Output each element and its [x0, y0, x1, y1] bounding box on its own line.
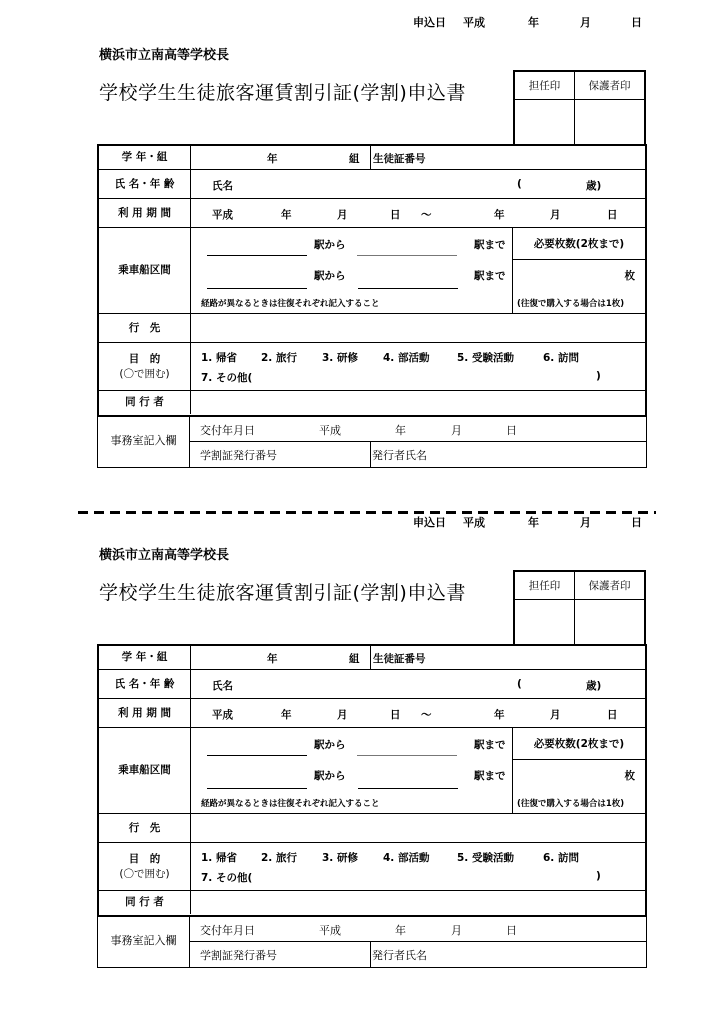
tickets-note: (往復で購入する場合は1枚): [517, 799, 625, 809]
route2-to-suffix: 駅まで: [474, 770, 506, 782]
period-start-month: 月: [337, 709, 348, 721]
tickets-unit[interactable]: 枚: [624, 770, 635, 782]
purpose-option-1[interactable]: 1. 帰省: [201, 352, 237, 364]
purpose-option-3[interactable]: 3. 研修: [322, 352, 358, 364]
purpose-field: [191, 843, 645, 890]
purpose-other-close: ): [596, 370, 601, 382]
homeroom-stamp-label: 担任印: [515, 72, 574, 100]
purpose-label: [99, 343, 191, 390]
route1-to-input[interactable]: [357, 255, 457, 256]
issuer-name-label: 発行者氏名: [372, 949, 427, 962]
stamp-box: [513, 570, 646, 644]
apply-date-day: 日: [631, 516, 642, 529]
purpose-field: [191, 343, 645, 390]
issue-date-row[interactable]: [190, 916, 646, 942]
office-use-section: [97, 416, 647, 468]
route2-from-input[interactable]: [207, 288, 307, 289]
class-suffix: 組: [349, 153, 360, 165]
row-purpose: [99, 343, 645, 391]
period-tilde: ～: [421, 209, 432, 221]
issue-date-label: 交付年月日: [200, 924, 255, 937]
issue-date-year: 年: [395, 924, 406, 937]
row-purpose: [99, 843, 645, 891]
apply-date-label: 申込日: [413, 16, 446, 29]
purpose-option-4[interactable]: 4. 部活動: [383, 852, 430, 864]
row-companion: [99, 391, 645, 414]
period-end-year: 年: [494, 709, 505, 721]
route2-to-input[interactable]: [358, 788, 458, 789]
route1-from-suffix: 駅から: [314, 739, 346, 751]
addressee: 横浜市立南高等学校長: [99, 48, 230, 63]
route-label: 乗車船区間: [99, 228, 191, 313]
row-destination: [99, 814, 645, 843]
document-title: 学校学生生徒旅客運賃割引証(学割)申込書: [99, 582, 466, 604]
route2-from-input[interactable]: [207, 788, 307, 789]
row-period: [99, 699, 645, 728]
apply-date-month: 月: [580, 16, 591, 29]
grade-year-suffix: 年: [267, 653, 278, 665]
addressee: 横浜市立南高等学校長: [99, 548, 230, 563]
guardian-stamp-label: 保護者印: [575, 572, 644, 600]
row-companion: [99, 891, 645, 914]
period-start-day: 日: [390, 209, 401, 221]
period-end-day: 日: [607, 209, 618, 221]
period-field[interactable]: [191, 199, 645, 227]
route-field: [191, 228, 645, 313]
route1-to-suffix: 駅まで: [474, 239, 506, 251]
tickets-unit[interactable]: 枚: [624, 270, 635, 282]
office-label: 事務室記入欄: [98, 916, 190, 967]
name-label: 氏名: [212, 680, 233, 692]
homeroom-stamp-label: 担任印: [515, 572, 574, 600]
apply-date-era: 平成: [463, 516, 485, 529]
cert-number-label: 学割証発行番号: [200, 949, 277, 962]
name-age-label: 氏 名・年 齢: [99, 170, 191, 198]
purpose-label-line2: (〇で囲む): [119, 367, 170, 380]
route1-from-input[interactable]: [207, 255, 307, 256]
class-suffix: 組: [349, 653, 360, 665]
cert-number-label: 学割証発行番号: [200, 449, 277, 462]
issue-date-era: 平成: [319, 424, 341, 437]
row-name-age: [99, 670, 645, 699]
office-use-section: [97, 916, 647, 968]
tickets-cell: [512, 728, 645, 813]
route1-from-suffix: 駅から: [314, 239, 346, 251]
grade-class-label: 学 年・組: [99, 646, 191, 669]
row-destination: [99, 314, 645, 343]
purpose-option-3[interactable]: 3. 研修: [322, 852, 358, 864]
name-age-field[interactable]: [191, 670, 645, 698]
route2-to-suffix: 駅まで: [474, 270, 506, 282]
purpose-option-4[interactable]: 4. 部活動: [383, 352, 430, 364]
issue-date-row[interactable]: [190, 416, 646, 442]
application-form-2: [0, 500, 724, 1000]
period-start-month: 月: [337, 209, 348, 221]
route-label: 乗車船区間: [99, 728, 191, 813]
office-label: 事務室記入欄: [98, 416, 190, 467]
issuer-name-label: 発行者氏名: [372, 449, 427, 462]
row-route: [99, 228, 645, 314]
apply-date-month: 月: [580, 516, 591, 529]
apply-date-year: 年: [528, 516, 539, 529]
purpose-other-close: ): [596, 870, 601, 882]
period-label: 利 用 期 間: [99, 199, 191, 227]
destination-field[interactable]: [191, 314, 645, 342]
period-end-month: 月: [550, 709, 561, 721]
homeroom-stamp-column: [515, 572, 575, 644]
document-title: 学校学生生徒旅客運賃割引証(学割)申込書: [99, 82, 466, 104]
route2-from-suffix: 駅から: [314, 270, 346, 282]
grade-class-label: 学 年・組: [99, 146, 191, 169]
student-id-label: 生徒証番号: [373, 653, 426, 665]
companion-label: 同 行 者: [99, 391, 191, 414]
issue-date-year: 年: [395, 424, 406, 437]
application-form-1: [0, 0, 724, 500]
name-age-field[interactable]: [191, 170, 645, 198]
issuer-name-field[interactable]: [370, 941, 646, 967]
cert-number-field[interactable]: [190, 941, 371, 967]
office-fields: [190, 916, 646, 967]
grade-class-field[interactable]: [191, 646, 645, 669]
purpose-label-line1: 目 的: [128, 853, 161, 866]
student-id-label: 生徒証番号: [373, 153, 426, 165]
apply-date-era: 平成: [463, 16, 485, 29]
application-table: [97, 144, 647, 417]
destination-field[interactable]: [191, 814, 645, 842]
row-period: [99, 199, 645, 228]
period-end-year: 年: [494, 209, 505, 221]
purpose-option-1[interactable]: 1. 帰省: [201, 852, 237, 864]
age-suffix: 歳): [586, 680, 602, 692]
route-note: 経路が異なるときは往復それぞれ記入すること: [201, 799, 380, 809]
purpose-option-2[interactable]: 2. 旅行: [261, 352, 297, 364]
row-grade-class: [99, 146, 645, 170]
application-table: [97, 644, 647, 917]
route1-from-input[interactable]: [207, 755, 307, 756]
name-age-label: 氏 名・年 齢: [99, 670, 191, 698]
name-label: 氏名: [212, 180, 233, 192]
route2-to-input[interactable]: [358, 288, 458, 289]
purpose-option-5[interactable]: 5. 受験活動: [457, 852, 514, 864]
purpose-option-7[interactable]: 7. その他(: [201, 372, 253, 384]
destination-label: 行 先: [99, 314, 191, 342]
homeroom-stamp-column: [515, 72, 575, 144]
period-era: 平成: [212, 209, 233, 221]
route1-to-input[interactable]: [357, 755, 457, 756]
issue-date-day: 日: [506, 424, 517, 437]
purpose-label-line2: (〇で囲む): [119, 867, 170, 880]
guardian-stamp-column: [575, 72, 644, 144]
age-open-paren: (: [517, 678, 522, 690]
guardian-stamp-label: 保護者印: [575, 72, 644, 100]
route-note: 経路が異なるときは往復それぞれ記入すること: [201, 299, 380, 309]
guardian-stamp-column: [575, 572, 644, 644]
period-start-year: 年: [281, 209, 292, 221]
companion-field[interactable]: [191, 891, 645, 914]
route2-from-suffix: 駅から: [314, 770, 346, 782]
stamp-box: [513, 70, 646, 144]
tickets-cell: [512, 228, 645, 313]
purpose-option-6[interactable]: 6. 訪問: [543, 352, 579, 364]
divider: [370, 146, 371, 169]
companion-label: 同 行 者: [99, 891, 191, 914]
issue-date-day: 日: [506, 924, 517, 937]
route1-to-suffix: 駅まで: [474, 739, 506, 751]
period-end-month: 月: [550, 209, 561, 221]
age-open-paren: (: [517, 178, 522, 190]
grade-class-field[interactable]: [191, 146, 645, 169]
period-end-day: 日: [607, 709, 618, 721]
row-grade-class: [99, 646, 645, 670]
office-fields: [190, 416, 646, 467]
companion-field[interactable]: [191, 391, 645, 414]
period-era: 平成: [212, 709, 233, 721]
issue-date-month: 月: [451, 924, 462, 937]
divider: [370, 646, 371, 669]
issue-date-month: 月: [451, 424, 462, 437]
tickets-label: 必要枚数(2枚まで): [513, 728, 645, 760]
apply-date-year: 年: [528, 16, 539, 29]
destination-label: 行 先: [99, 814, 191, 842]
tickets-label: 必要枚数(2枚まで): [513, 228, 645, 260]
purpose-label-line1: 目 的: [128, 353, 161, 366]
row-name-age: [99, 170, 645, 199]
issue-date-label: 交付年月日: [200, 424, 255, 437]
issuer-name-field[interactable]: [370, 441, 646, 467]
grade-year-suffix: 年: [267, 153, 278, 165]
route-field: [191, 728, 645, 813]
purpose-option-2[interactable]: 2. 旅行: [261, 852, 297, 864]
purpose-option-5[interactable]: 5. 受験活動: [457, 352, 514, 364]
age-suffix: 歳): [586, 180, 602, 192]
cert-number-field[interactable]: [190, 441, 371, 467]
period-start-year: 年: [281, 709, 292, 721]
tickets-note: (往復で購入する場合は1枚): [517, 299, 625, 309]
row-route: [99, 728, 645, 814]
apply-date-day: 日: [631, 16, 642, 29]
period-label: 利 用 期 間: [99, 699, 191, 727]
apply-date-label: 申込日: [413, 516, 446, 529]
period-field[interactable]: [191, 699, 645, 727]
period-tilde: ～: [421, 709, 432, 721]
period-start-day: 日: [390, 709, 401, 721]
purpose-option-7[interactable]: 7. その他(: [201, 872, 253, 884]
purpose-label: [99, 843, 191, 890]
issue-date-era: 平成: [319, 924, 341, 937]
purpose-option-6[interactable]: 6. 訪問: [543, 852, 579, 864]
